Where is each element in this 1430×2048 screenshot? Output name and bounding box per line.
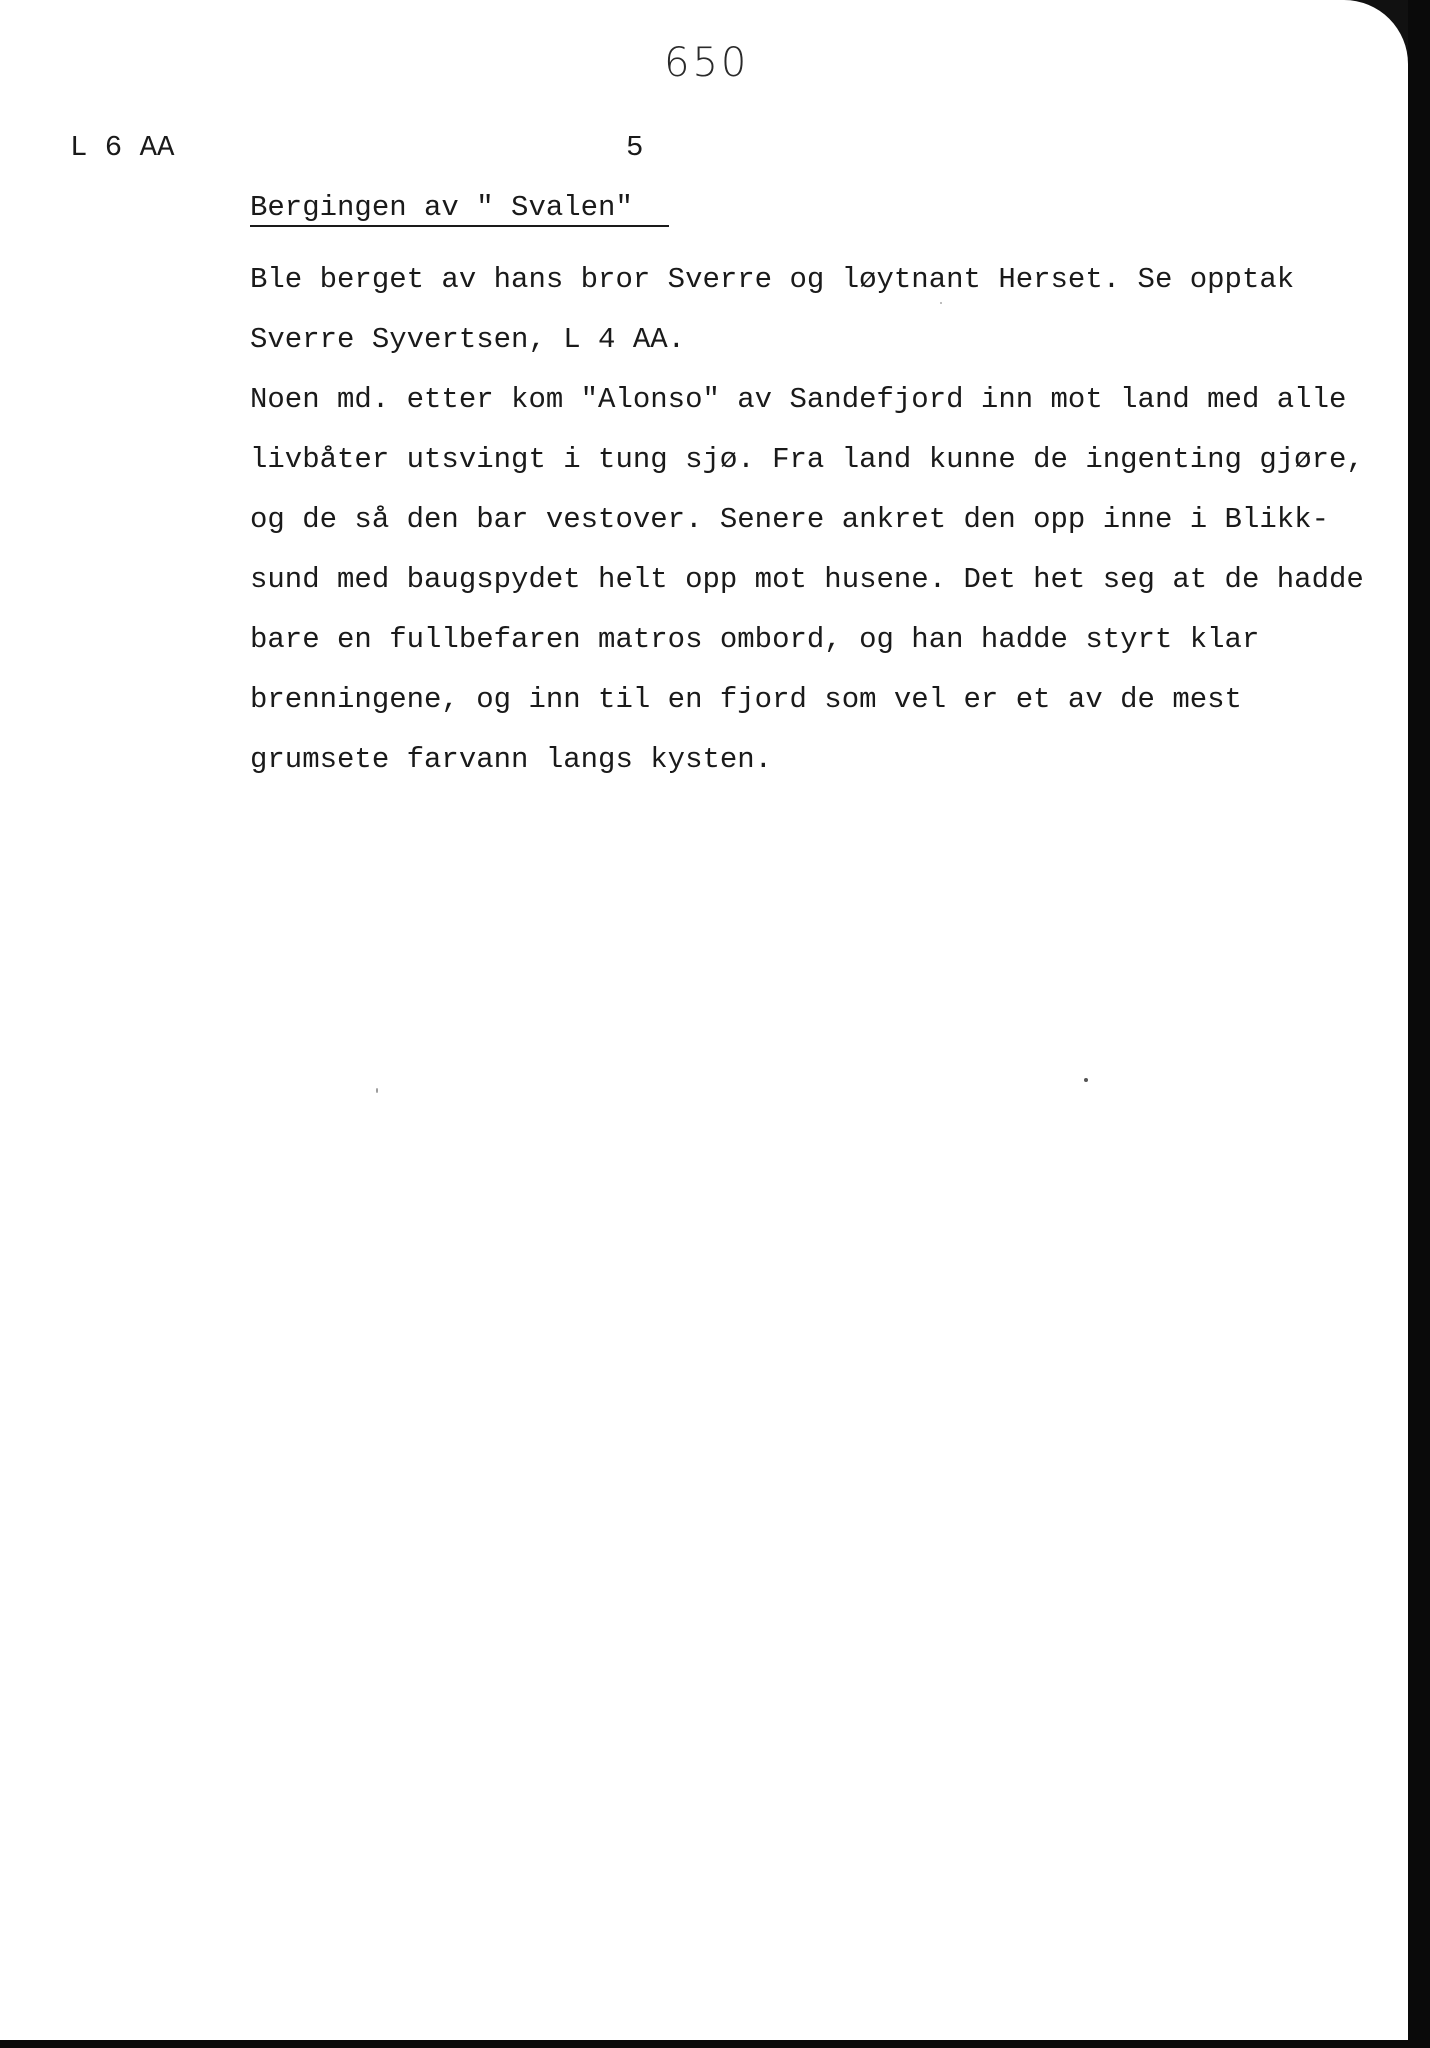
paper-speck bbox=[376, 1088, 378, 1093]
scan-border-bottom bbox=[0, 2040, 1430, 2048]
text-line: livbåter utsvingt i tung sjø. Fra land kunne de ingenting gjøre, bbox=[250, 443, 1364, 476]
text-line: Ble berget av hans bror Sverre og løytnant Herset. Se opptak bbox=[250, 263, 1295, 296]
typed-page-number: 5 bbox=[626, 131, 644, 164]
text-line: bare en fullbefaren matros ombord, og han hadde styrt klar bbox=[250, 623, 1260, 656]
paper-speck bbox=[940, 302, 942, 304]
paper-speck bbox=[1084, 1078, 1088, 1082]
handwritten-page-number: 650 bbox=[664, 40, 750, 86]
text-line: sund med baugspydet helt opp mot husene. Det het seg at de hadde bbox=[250, 563, 1364, 596]
text-line: Noen md. etter kom "Alonso" av Sandefjord inn mot land med alle bbox=[250, 383, 1347, 416]
text-line: grumsete farvann langs kysten. bbox=[250, 743, 773, 776]
text-line: brenningene, og inn til en fjord som vel er et av de mest bbox=[250, 683, 1242, 716]
document-code: L 6 AA bbox=[70, 131, 175, 164]
scan-border-right bbox=[1408, 0, 1430, 2048]
text-line: og de så den bar vestover. Senere ankret den opp inne i Blikk- bbox=[250, 503, 1329, 536]
body-text bbox=[250, 250, 1364, 790]
text-line: Sverre Syvertsen, L 4 AA. bbox=[250, 323, 686, 356]
section-heading: Bergingen av " Svalen" bbox=[250, 191, 669, 227]
